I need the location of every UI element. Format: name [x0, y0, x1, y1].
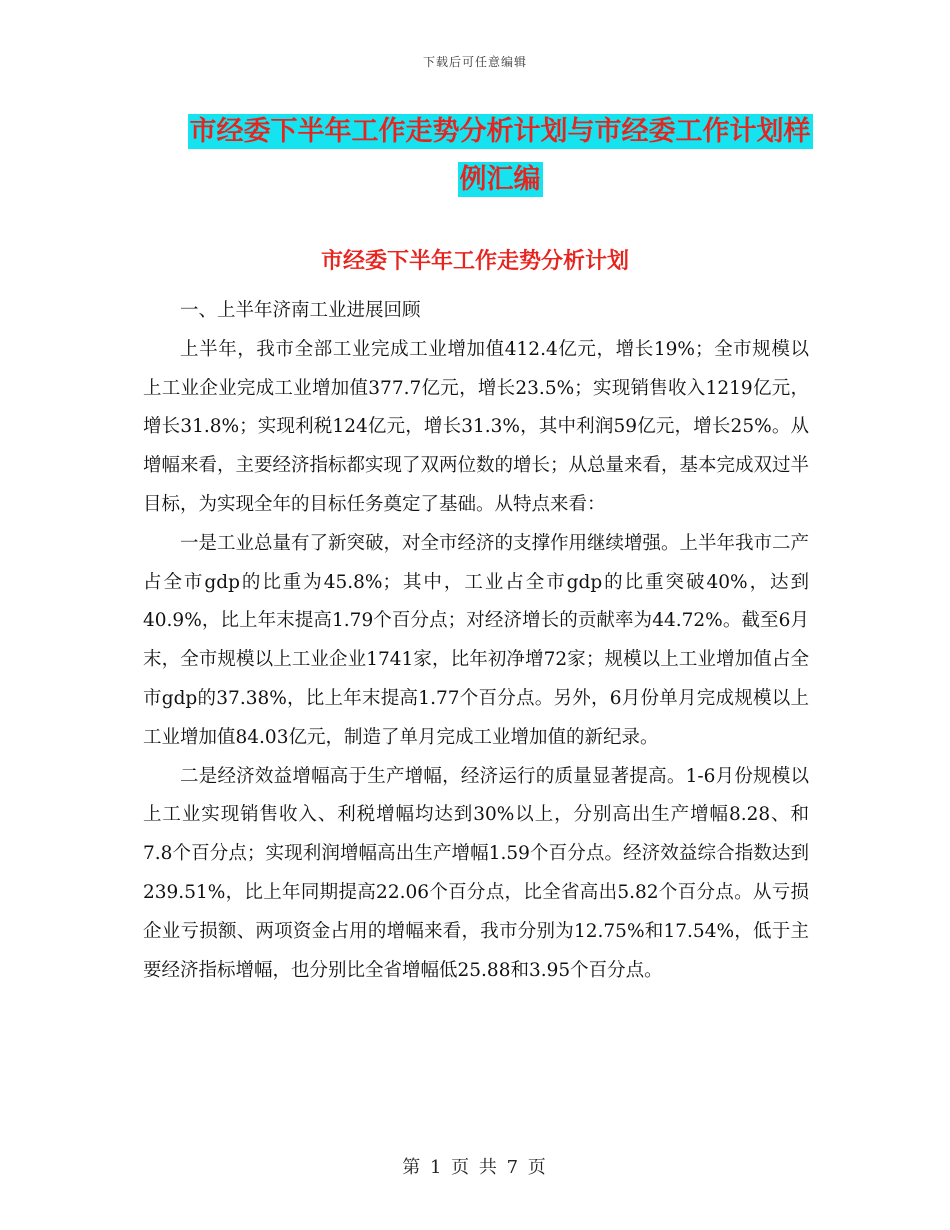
document-title [140, 108, 860, 204]
document-title-line-2: 例汇编 [459, 164, 541, 195]
section-title: 市经委下半年工作走势分析计划 [320, 249, 629, 274]
document-title-line-1: 市经委下半年工作走势分析计划与市经委工作计划样 [189, 116, 811, 147]
page-header-note: 下载后可任意编辑 [422, 55, 527, 69]
paragraph-heading-review: 一、上半年济南工业进展回顾 [180, 300, 421, 321]
paragraph-point-two: 二是经济效益增幅高于生产增幅，经济运行的质量显著提高。1-6月份规模以上工业实现销售收入、利税增幅均达到30%以上，分别高出生产增幅8.28、和7.8个百分点；实现利润增幅高出生产增幅1.59个百分点。经济效益综合指数达到239.51%，比上年同期提高22.06个百分点，比全省高出5.82个百分点。从亏损企业亏损额、两项资金占用的增幅来看，我市分别为12.75%和17.54%，低于主要经济指标增幅，也分别比全省增幅低25.88和3.95个百分点。 [143, 765, 809, 981]
paragraph-point-one: 一是工业总量有了新突破，对全市经济的支撑作用继续增强。上半年我市二产占全市gdp的比重为45.8%；其中，工业占全市gdp的比重突破40%，达到40.9%，比上年末提高1.79个百分点；对经济增长的贡献率为44.72%。截至6月末，全市规模以上工业企业1741家，比年初净增72家；规模以上工业增加值占全市gdp的37.38%，比上年末提高1.77个百分点。另外，6月份单月完成规模以上工业增加值84.03亿元，制造了单月完成工业增加值的新纪录。 [143, 532, 810, 748]
document-body [143, 292, 809, 990]
page-number: 第 1 页 共 7 页 [402, 1157, 548, 1178]
paragraph-overview: 上半年，我市全部工业完成工业增加值412.4亿元，增长19%；全市规模以上工业企业完成工业增加值377.7亿元，增长23.5%；实现销售收入1219亿元，增长31.8%；实现利税124亿元，增长31.3%，其中利润59亿元，增长25%。从增幅来看，主要经济指标都实现了双两位数的增长；从总量来看，基本完成双过半目标，为实现全年的目标任务奠定了基础。从特点来看： [143, 338, 810, 515]
